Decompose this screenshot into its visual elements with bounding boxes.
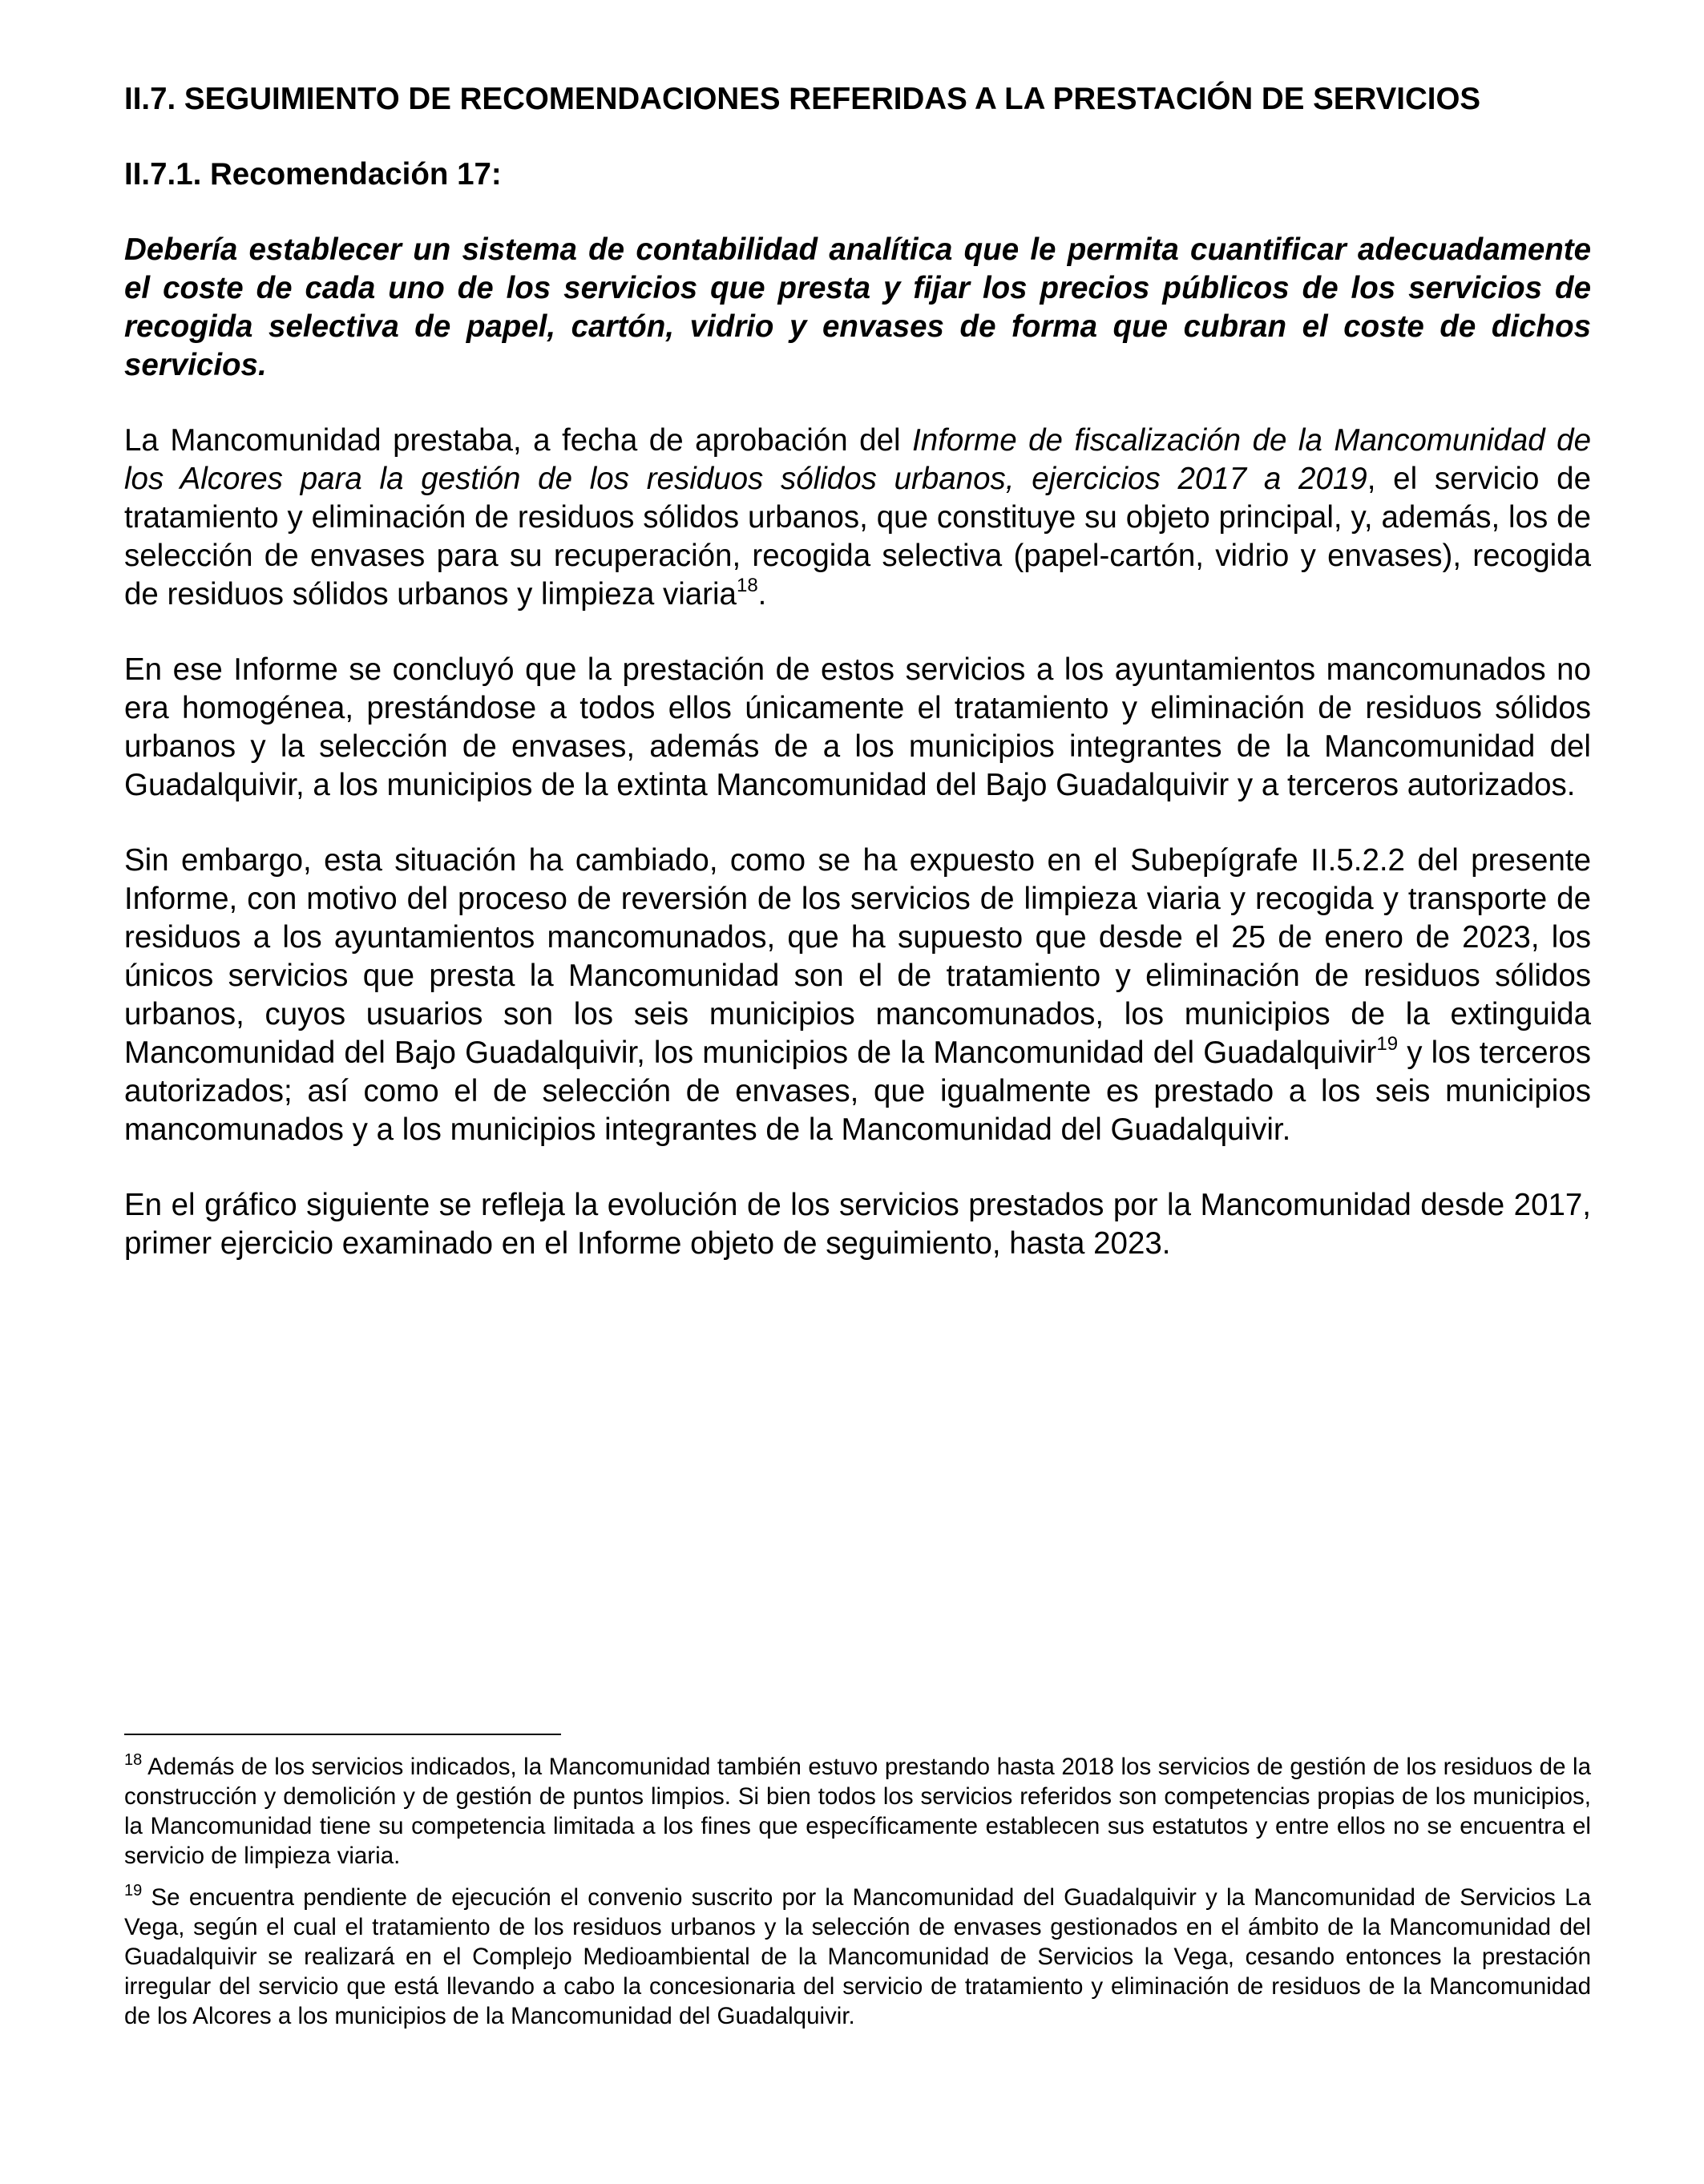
- footnote-19: [124, 1883, 1591, 2031]
- footnote-number: 18: [124, 1751, 143, 1770]
- paragraph-3-text-end: y los terceros autorizados; así como el de selección de envases, que igualmente es prestado a los seis municipios mancomunados y a los municipios integrantes de la Mancomunidad del Guadalquivir.: [124, 1035, 1591, 1147]
- paragraph-1-text-end: , el servicio de tratamiento y eliminación de residuos sólidos urbanos, que constituye su objeto principal, y, además, los de selección de envases para su recuperación, recogida selectiva (papel-cartón, vidrio y envases), recogida de residuos sólidos urbanos y limpieza viaria: [124, 462, 1592, 612]
- recommendation-text: Debería establecer un sistema de contabilidad analítica que le permita cuantificar adecuadamente el coste de cada uno de los servicios que presta y fijar los precios públicos de los servicios de recogida selectiva de papel, cartón, vidrio y envases de forma que cubran el coste de dichos servicios.: [124, 232, 1591, 382]
- paragraph-3: [124, 842, 1591, 1149]
- document-body: [124, 80, 1591, 1263]
- paragraph-3-text-start: Sin embargo, esta situación ha cambiado, como se ha expuesto en el Subepígrafe II.5.2.2 del presente Informe, con motivo del proceso de reversión de los servicios de limpieza viaria y recogida y transporte de residuos a los ayuntamientos mancomunados, que ha supuesto que desde el 25 de enero de 2023, los únicos servicios que presta la Mancomunidad son el de tratamiento y eliminación de residuos sólidos urbanos, cuyos usuarios son los seis municipios mancomunados, los municipios de la extinguida Mancomunidad del Bajo Guadalquivir, los municipios de la Mancomunidad del Guadalquivir: [124, 843, 1591, 1070]
- report-title-italic: Informe de fiscalización de la Mancomunidad de los Alcores para la gestión de los residuos sólidos urbanos, ejercicios 2017 a 2019: [124, 423, 1591, 496]
- footnote-18: [124, 1752, 1591, 1871]
- paragraph-4: En el gráfico siguiente se refleja la evolución de los servicios prestados por la Mancomunidad desde 2017, primer ejercicio examinado en el Informe objeto de seguimiento, hasta 2023.: [124, 1188, 1591, 1261]
- paragraph-2: En ese Informe se concluyó que la prestación de estos servicios a los ayuntamientos mancomunados no era homogénea, prestándose a todos ellos únicamente el tratamiento y eliminación de residuos sólidos urbanos y la selección de envases, además de a los municipios integrantes de la Mancomunidad del Guadalquivir, a los municipios de la extinta Mancomunidad del Bajo Guadalquivir y a terceros autorizados.: [124, 652, 1591, 802]
- footnote-text: Además de los servicios indicados, la Mancomunidad también estuvo prestando hasta 2018 los servicios de gestión de los residuos de la construcción y demolición y de gestión de puntos limpios. Si bien todos los servicios referidos son competencias propias de los municipios, la Mancomunidad tiene su competencia limitada a los fines que específicamente establecen sus estatutos y entre ellos no se encuentra el servicio de limpieza viaria.: [124, 1754, 1591, 1869]
- footnote-ref-18[interactable]: 18: [736, 575, 758, 597]
- paragraph-1: [124, 422, 1591, 614]
- subsection-heading: II.7.1. Recomendación 17:: [124, 157, 502, 192]
- footnote-number: 19: [124, 1882, 143, 1900]
- paragraph-1-period: .: [757, 577, 767, 612]
- footnote-separator: [124, 1734, 561, 1735]
- footnote-ref-19[interactable]: 19: [1376, 1033, 1399, 1056]
- paragraph-1-text-start: La Mancomunidad prestaba, a fecha de aprobación del: [124, 423, 913, 458]
- footnotes-section: [124, 1752, 1591, 2043]
- section-heading: II.7. SEGUIMIENTO DE RECOMENDACIONES REFERIDAS A LA PRESTACIÓN DE SERVICIOS: [124, 82, 1481, 116]
- footnote-text: Se encuentra pendiente de ejecución el convenio suscrito por la Mancomunidad del Guadalquivir y la Mancomunidad de Servicios La Vega, según el cual el tratamiento de los residuos urbanos y la selección de envases gestionados en el ámbito de la Mancomunidad del Guadalquivir se realizará en el Complejo Medioambiental de la Mancomunidad de Servicios la Vega, cesando entonces la prestación irregular del servicio que está llevando a cabo la concesionaria del servicio de tratamiento y eliminación de residuos de la Mancomunidad de los Alcores a los municipios de la Mancomunidad del Guadalquivir.: [124, 1884, 1591, 2029]
